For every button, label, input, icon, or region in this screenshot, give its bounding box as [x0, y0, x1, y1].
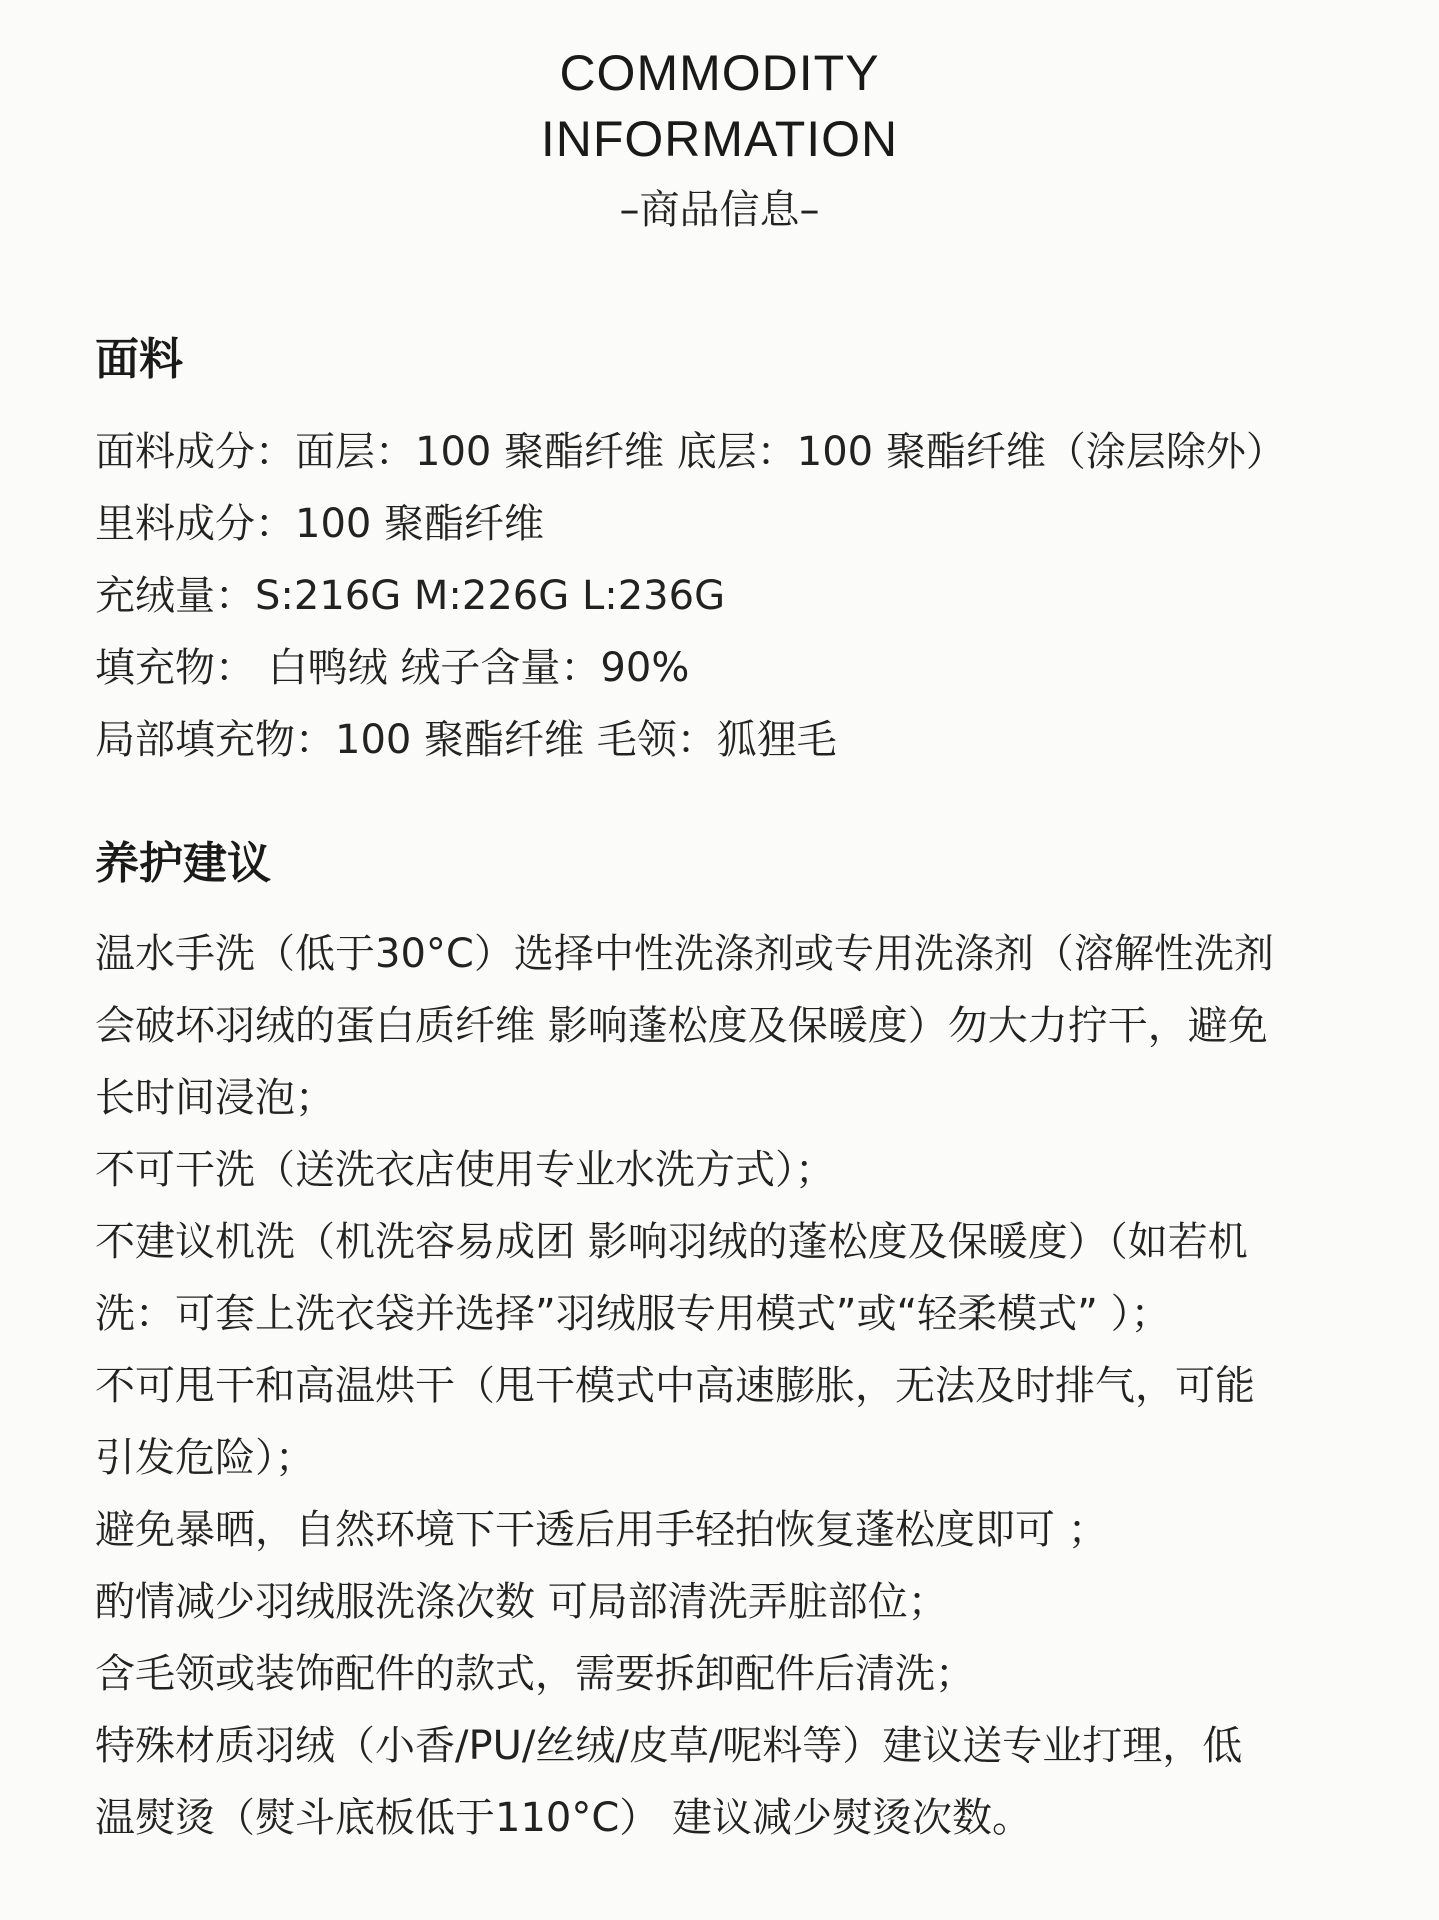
lining-composition-line: 里料成分：100 聚酯纤维 [95, 501, 545, 547]
care-item-reduce-washing [95, 1566, 1385, 1638]
care-item-special-materials [95, 1710, 1385, 1854]
content [95, 330, 1385, 1854]
care-section-title: 养护建议 [95, 838, 271, 889]
care-text-row: 会破坏羽绒的蛋白质纤维 影响蓬松度及保暖度）勿大力拧干，避免 [95, 1003, 1268, 1049]
title-en-line2: INFORMATION [540, 111, 899, 167]
care-text-row: 避免暴晒，自然环境下干透后用手轻拍恢复蓬松度即可 ； [95, 1507, 1108, 1553]
fabric-section-title: 面料 [95, 334, 183, 385]
care-item-machine-wash [95, 1206, 1385, 1350]
care-text-row: 不可干洗（送洗衣店使用专业水洗方式）； [95, 1147, 835, 1193]
title-en-line1: COMMODITY [559, 45, 880, 101]
filling-line: 填充物： 白鸭绒 绒子含量：90% [95, 645, 690, 691]
care-item-remove-accessories [95, 1638, 1385, 1710]
care-text-row: 温熨烫（熨斗底板低于110°C） 建议减少熨烫次数。 [95, 1795, 1032, 1841]
care-text-row: 温水手洗（低于30°C）选择中性洗涤剂或专用洗涤剂（溶解性洗剂 [95, 931, 1274, 977]
care-text-row: 不可甩干和高温烘干（甩干模式中高速膨胀，无法及时排气，可能 [95, 1363, 1255, 1409]
care-text-row: 特殊材质羽绒（小香/PU/丝绒/皮草/呢料等）建议送专业打理，低 [95, 1723, 1243, 1769]
care-item-hand-wash [95, 918, 1385, 1134]
care-item-no-tumble-dry [95, 1350, 1385, 1494]
care-text-row: 酌情减少羽绒服洗涤次数 可局部清洗弄脏部位； [95, 1579, 948, 1625]
partial-filling-line: 局部填充物：100 聚酯纤维 毛领：狐狸毛 [95, 717, 837, 763]
care-text-row: 不建议机洗（机洗容易成团 影响羽绒的蓬松度及保暖度）（如若机 [95, 1219, 1248, 1265]
down-fill-amount-line: 充绒量：S:216G M:226G L:236G [95, 573, 726, 619]
fabric-info-list [95, 416, 1385, 776]
care-text-row: 洗：可套上洗衣袋并选择”羽绒服专用模式”或“轻柔模式” ）； [95, 1291, 1171, 1337]
care-text-row: 长时间浸泡； [95, 1075, 335, 1121]
care-list [95, 918, 1385, 1854]
fabric-composition-line: 面料成分：面层：100 聚酯纤维 底层：100 聚酯纤维（涂层除外） [95, 429, 1286, 475]
care-text-row: 含毛领或装饰配件的款式，需要拆卸配件后清洗； [95, 1651, 975, 1697]
page-header [0, 40, 1439, 238]
care-item-avoid-sun [95, 1494, 1385, 1566]
care-text-row: 引发危险）； [95, 1435, 315, 1481]
care-item-no-dry-clean [95, 1134, 1385, 1206]
title-cn: –商品信息– [619, 187, 820, 233]
